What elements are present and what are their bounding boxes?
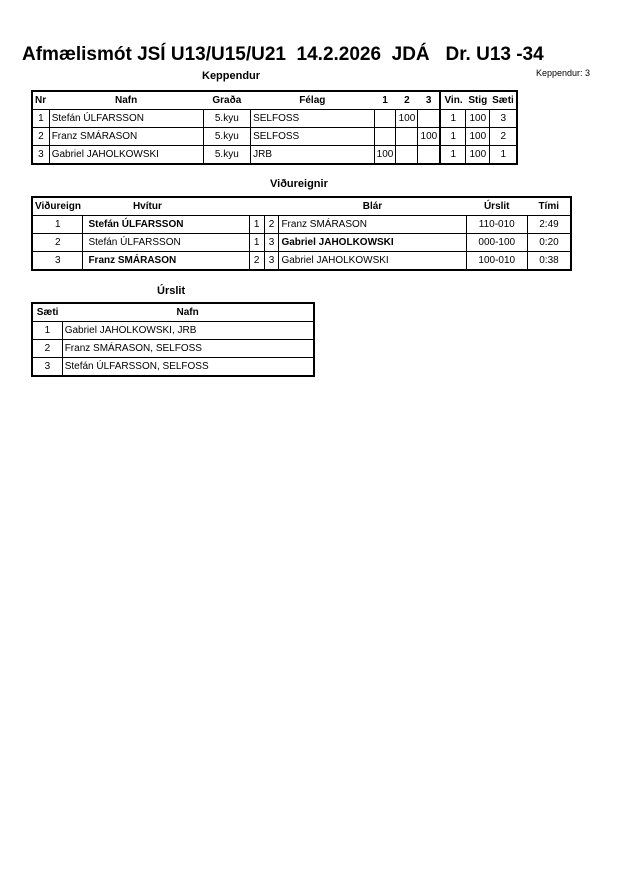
grada-cell: 5.kyu: [203, 110, 251, 128]
urslit-title: Úrslit: [157, 285, 186, 297]
table-row: [32, 146, 517, 165]
blar-cell: Gabriel JAHOLKOWSKI: [279, 234, 466, 252]
saeti-cell: 1: [490, 146, 517, 165]
urslit-cell: 000-100: [466, 234, 527, 252]
hvitur-nr-cell: 2: [249, 252, 264, 271]
col-header-hvitur-nr: [249, 197, 264, 216]
hvitur-cell: Stefán ÚLFARSSON: [83, 234, 249, 252]
urslit-cell: 100-010: [466, 252, 527, 271]
round-1-cell: 100: [374, 146, 396, 165]
nafn-cell: Franz SMÁRASON: [49, 128, 203, 146]
col-header-round-1: 1: [374, 91, 396, 110]
col-header-stig: Stig: [466, 91, 490, 110]
table-row: [32, 234, 571, 252]
vin-cell: 1: [440, 110, 465, 128]
table-row: [32, 128, 517, 146]
col-header-blar-nr: [264, 197, 279, 216]
nr-cell: 1: [32, 110, 49, 128]
blar-nr-cell: 2: [264, 216, 279, 234]
nafn-cell: Stefán ÚLFARSSON: [49, 110, 203, 128]
col-header-blar: Blár: [279, 197, 466, 216]
table-row: [32, 216, 571, 234]
col-header-round-3: 3: [418, 91, 440, 110]
hvitur-nr-cell: 1: [249, 234, 264, 252]
round-1-cell: [374, 128, 396, 146]
vidureign-nr-cell: 3: [54, 255, 61, 266]
vidureignir-title: Viðureignir: [270, 178, 328, 190]
saeti-cell: 2: [490, 128, 517, 146]
saeti-cell: 2: [32, 340, 62, 358]
vidureignir-table: [31, 196, 572, 271]
col-header-timi: Tími: [527, 197, 571, 216]
table-row: [32, 340, 314, 358]
col-header-grada: Graða: [203, 91, 251, 110]
grada-cell: 5.kyu: [203, 128, 251, 146]
vidureign-nr-cell: 2: [32, 234, 83, 252]
timi-cell: 0:20: [527, 234, 571, 252]
saeti-cell: 3: [490, 110, 517, 128]
col-header-nr: Nr: [32, 91, 49, 110]
vin-cell: 1: [440, 146, 465, 165]
page-title: Afmælismót JSÍ U13/U15/U21 14.2.2026 JDÁ Dr. U13 -34: [22, 44, 544, 65]
nr-cell: 3: [38, 149, 44, 160]
nafn-cell: Gabriel JAHOLKOWSKI: [49, 146, 203, 165]
keppendur-table: [31, 90, 518, 165]
col-header-saeti: Sæti: [490, 91, 517, 110]
timi-cell: 2:49: [527, 216, 571, 234]
nr-cell: 2: [32, 128, 49, 146]
col-header-felag: Félag: [251, 91, 374, 110]
col-header-vidureign: Viðureign: [32, 197, 83, 216]
table-row: [32, 110, 517, 128]
saeti-cell: 1: [32, 322, 62, 340]
saeti-cell: 3: [44, 361, 51, 372]
nafn-cell: Franz SMÁRASON, SELFOSS: [62, 340, 314, 358]
felag-cell: SELFOSS: [251, 128, 374, 146]
urslit-table: [31, 302, 315, 377]
keppendur-title: Keppendur: [202, 70, 261, 82]
blar-nr-cell: 3: [264, 252, 279, 271]
nafn-cell: Stefán ÚLFARSSON, SELFOSS: [62, 358, 314, 377]
table-row: [32, 358, 314, 377]
hvitur-cell: Stefán ÚLFARSSON: [83, 216, 249, 234]
hvitur-cell: Franz SMÁRASON: [83, 252, 249, 271]
stig-cell: 100: [466, 110, 490, 128]
round-3-cell: [418, 110, 440, 128]
grada-cell: 5.kyu: [203, 146, 251, 165]
vidureign-nr-cell: 1: [32, 216, 83, 234]
col-header-saeti: Sæti: [32, 303, 62, 322]
round-2-cell: 100: [396, 110, 418, 128]
table-row: [32, 322, 314, 340]
round-3-cell: 100: [418, 128, 440, 146]
keppendur-header-row: [32, 91, 517, 110]
stig-cell: 100: [466, 146, 490, 165]
col-header-nafn: Nafn: [62, 303, 314, 322]
blar-cell: Gabriel JAHOLKOWSKI: [279, 252, 466, 271]
urslit-header-row: [32, 303, 314, 322]
col-header-vin: Vin.: [440, 91, 465, 110]
stig-cell: 100: [466, 128, 490, 146]
round-2-cell: [396, 146, 418, 165]
timi-cell: 0:38: [527, 252, 571, 271]
round-1-cell: [374, 110, 396, 128]
blar-nr-cell: 3: [264, 234, 279, 252]
vidureignir-header-row: [32, 197, 571, 216]
urslit-cell: 110-010: [466, 216, 527, 234]
table-row: [32, 252, 571, 271]
round-2-cell: [396, 128, 418, 146]
round-3-cell: [418, 146, 440, 165]
nafn-cell: Gabriel JAHOLKOWSKI, JRB: [62, 322, 314, 340]
vin-cell: 1: [440, 128, 465, 146]
felag-cell: JRB: [251, 146, 374, 165]
blar-cell: Franz SMÁRASON: [279, 216, 466, 234]
col-header-hvitur: Hvítur: [83, 197, 249, 216]
felag-cell: SELFOSS: [251, 110, 374, 128]
col-header-urslit: Úrslit: [466, 197, 527, 216]
col-header-nafn: Nafn: [49, 91, 203, 110]
keppendur-count: Keppendur: 3: [536, 68, 591, 78]
col-header-round-2: 2: [396, 91, 418, 110]
hvitur-nr-cell: 1: [249, 216, 264, 234]
